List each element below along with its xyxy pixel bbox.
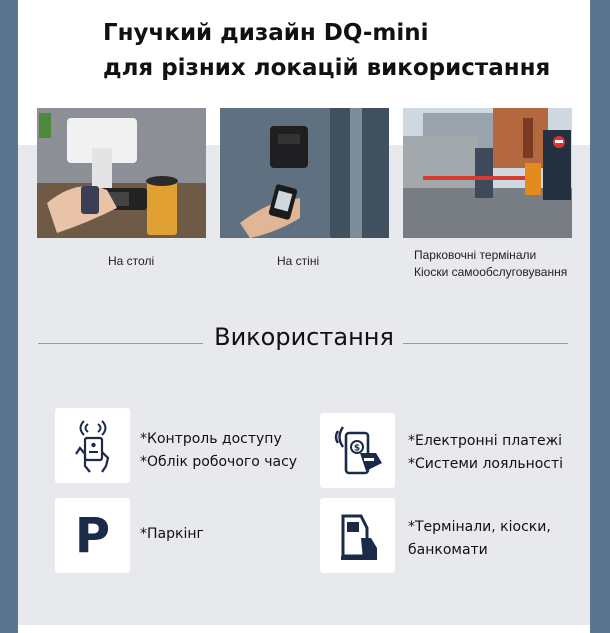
photo-parking <box>403 108 572 238</box>
bottom-strip <box>18 625 590 633</box>
usage-tile-kiosk <box>320 498 395 573</box>
title-line-1: Гнучкий дизайн DQ-mini <box>103 20 429 46</box>
nfc-card-hand-icon <box>68 418 118 474</box>
section-divider-right <box>403 343 568 344</box>
usage-tile-access <box>55 408 130 483</box>
caption-parking-line-1: Парковочні термінали <box>414 248 537 262</box>
usage-access-line-2: *Облік робочого часу <box>140 454 298 470</box>
usage-text-access <box>140 428 297 474</box>
mobile-payment-icon <box>332 423 384 479</box>
title-line-2: для різних локацій використання <box>103 55 551 81</box>
usage-payments-line-1: *Електронні платежі <box>408 433 563 449</box>
usage-access-line-1: *Контроль доступу <box>140 431 282 447</box>
parking-icon: P <box>74 507 111 564</box>
usage-tile-payments <box>320 413 395 488</box>
caption-wall: На стіні <box>277 254 320 268</box>
usage-kiosk-line-1: *Термінали, кіоски, <box>408 519 551 535</box>
usage-payments-line-2: *Системи лояльності <box>408 456 564 472</box>
caption-desk: На столі <box>108 254 155 268</box>
page <box>18 0 590 633</box>
photo-desk <box>37 108 206 238</box>
usage-text-payments <box>408 430 563 476</box>
usage-kiosk-line-2: банкомати <box>408 542 488 558</box>
caption-parking <box>414 247 567 281</box>
caption-parking-line-2: Кіоски самообслуговування <box>414 265 568 279</box>
photo-wall <box>220 108 389 238</box>
page-title <box>103 16 550 86</box>
kiosk-terminal-icon <box>333 510 383 562</box>
section-title: Використання <box>214 323 394 351</box>
svg-text:$: $ <box>353 443 360 453</box>
usage-text-parking: *Паркінг <box>140 526 204 542</box>
usage-text-kiosk <box>408 516 551 562</box>
usage-tile-parking <box>55 498 130 573</box>
